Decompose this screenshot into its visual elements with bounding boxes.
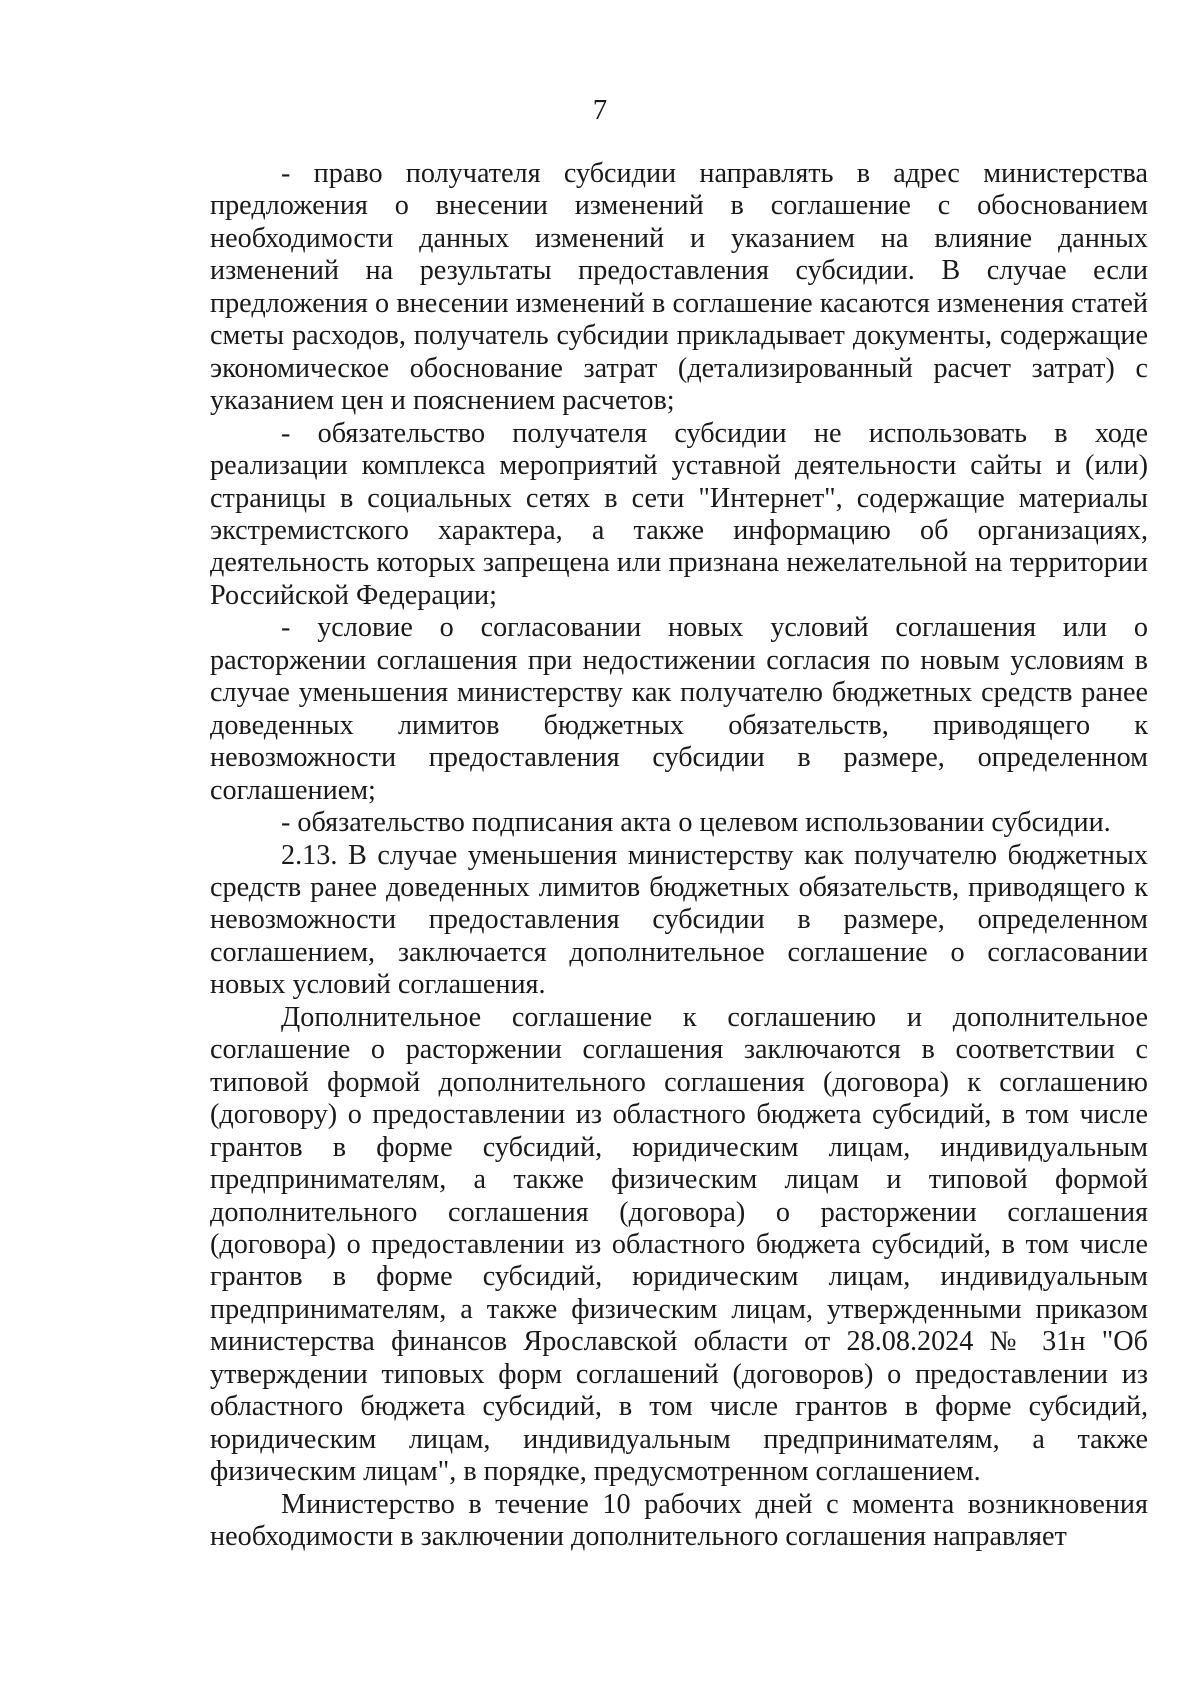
paragraph-clause-2-13: 2.13. В случае уменьшения министерству как получателю бюджетных средств ранее доведенных лимитов бюджетных обязательств, приводящего к невозможности предоставления субсидии в размере, определенном соглашением, заключается дополнительное соглашение о согласовании новых условий соглашения.	[210, 839, 1148, 1001]
paragraph-obligation-sign-act: - обязательство подписания акта о целевом использовании субсидии.	[281, 807, 1111, 839]
document-body	[210, 158, 1148, 1553]
page-number: 7	[592, 94, 608, 126]
paragraph-additional-agreement: Дополнительное соглашение к соглашению и дополнительное соглашение о расторжении соглашения заключаются в соответствии с типовой формой дополнительного соглашения (договора) к соглашению (договору) о предоставлении из областного бюджета субсидий, в том числе грантов в форме субсидий, юридическим лицам, индивидуальным предпринимателям, а также физическим лицам и типовой формой дополнительного соглашения (договора) о расторжении соглашения (договора) о предоставлении из областного бюджета субсидий, в том числе грантов в форме субсидий, юридическим лицам, индивидуальным предпринимателям, а также физическим лицам, утвержденными приказом министерства финансов Ярославской области от 28.08.2024 № 31н "Об утверждении типовых форм соглашений (договоров) о предоставлении из областного бюджета субсидий, в том числе грантов в форме субсидий, юридическим лицам, индивидуальным предпринимателям, а также физическим лицам", в порядке, предусмотренном соглашением.	[210, 1001, 1148, 1488]
paragraph-condition-new-terms: - условие о согласовании новых условий соглашения или о расторжении соглашения при недостижении согласия по новым условиям в случае уменьшения министерству как получателю бюджетных средств ранее доведенных лимитов бюджетных обязательств, приводящего к невозможности предоставления субсидии в размере, определенном соглашением;	[210, 612, 1148, 806]
paragraph-ministry-within-10-days: Министерство в течение 10 рабочих дней с момента возникновения необходимости в заключении дополнительного соглашения направляет	[210, 1488, 1148, 1553]
paragraph-right-to-propose-changes: - право получателя субсидии направлять в адрес министерства предложения о внесении изменений в соглашение с обоснованием необходимости данных изменений и указанием на влияние данных изменений на результаты предоставления субсидии. В случае если предложения о внесении изменений в соглашение касаются изменения статей сметы расходов, получатель субсидии прикладывает документы, содержащие экономическое обоснование затрат (детализированный расчет затрат) с указанием цен и пояснением расчетов;	[210, 158, 1148, 417]
paragraph-obligation-no-extremist-sites: - обязательство получателя субсидии не использовать в ходе реализации комплекса мероприятий уставной деятельности сайты и (или) страницы в социальных сетях в сети "Интернет", содержащие материалы экстремистского характера, а также информацию об организациях, деятельность которых запрещена или признана нежелательной на территории Российской Федерации;	[210, 417, 1148, 611]
